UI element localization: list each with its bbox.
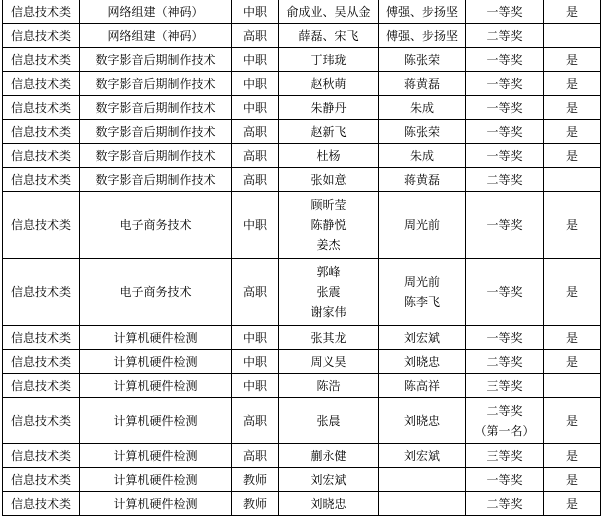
teacher-cell-line: 周光前 [403,218,440,232]
group-cell: 中职 [232,192,279,259]
award-cell [466,144,544,168]
award-cell-line: 一等奖 [486,285,523,299]
award-cell [466,96,544,120]
table-row [3,24,601,48]
student-cell-line: 张晨 [316,413,341,428]
category-cell: 信息技术类 [3,259,80,326]
teacher-cell [379,374,466,398]
student-cell [279,72,379,96]
award-cell [466,326,544,350]
group-cell: 中职 [232,350,279,374]
table-row [3,398,601,444]
student-cell-line: 刘宏斌 [310,472,347,487]
event-cell: 计算机硬件检测 [80,492,232,516]
category-cell: 信息技术类 [3,48,80,72]
teacher-cell-line: 陈李飞 [403,295,440,309]
event-cell: 计算机硬件检测 [80,444,232,468]
award-cell-line: 一等奖 [486,52,523,67]
group-cell: 高职 [232,120,279,144]
table-row [3,492,601,516]
award-cell [466,48,544,72]
mark-cell: 是 [544,192,601,259]
category-cell: 信息技术类 [3,24,80,48]
category-cell: 信息技术类 [3,120,80,144]
table-row [3,326,601,350]
mark-cell: 是 [544,444,601,468]
teacher-cell [379,444,466,468]
student-cell-line: 杜杨 [316,148,341,163]
mark-cell: 是 [544,350,601,374]
table-row [3,96,601,120]
event-cell: 计算机硬件检测 [80,374,232,398]
teacher-cell-line: 傅强、步扬坚 [385,4,458,19]
teacher-cell [379,144,466,168]
student-cell [279,374,379,398]
teacher-cell [379,468,466,492]
award-cell-line: 一等奖 [486,76,523,91]
group-cell: 高职 [232,168,279,192]
teacher-cell-line: 刘晓忠 [403,413,440,428]
award-cell-line: （第一名） [474,423,535,438]
student-cell [279,444,379,468]
teacher-cell [379,192,466,259]
group-cell: 高职 [232,444,279,468]
category-cell: 信息技术类 [3,492,80,516]
group-cell: 高职 [232,259,279,326]
student-cell [279,0,379,24]
mark-cell [544,24,601,48]
award-cell-line: 三等奖 [486,448,523,463]
category-cell: 信息技术类 [3,0,80,24]
teacher-cell [379,259,466,326]
event-cell: 网络组建（神码） [80,0,232,24]
event-cell: 数字影音后期制作技术 [80,168,232,192]
student-cell [279,144,379,168]
event-cell: 计算机硬件检测 [80,468,232,492]
event-cell: 电子商务技术 [80,192,232,259]
table-row [3,72,601,96]
award-cell-line: 二等奖 [486,354,523,369]
student-cell-line: 周义昊 [310,354,347,369]
award-cell [466,398,544,444]
teacher-cell-line: 傅强、步扬坚 [385,28,458,43]
student-cell-line: 陈静悦 [310,218,347,232]
student-cell [279,120,379,144]
student-cell-line: 丁玮珑 [310,52,347,67]
category-cell: 信息技术类 [3,326,80,350]
awards-table [2,0,601,516]
award-cell [466,120,544,144]
category-cell: 信息技术类 [3,444,80,468]
award-cell-line: 一等奖 [486,330,523,345]
award-cell-line: 二等奖 [486,28,523,43]
award-cell-line: 二等奖 [486,496,523,511]
table-row [3,168,601,192]
category-cell: 信息技术类 [3,144,80,168]
student-cell [279,492,379,516]
category-cell: 信息技术类 [3,374,80,398]
student-cell [279,24,379,48]
table-row [3,468,601,492]
student-cell-line: 俞成业、吴从金 [286,4,371,19]
mark-cell [544,374,601,398]
award-cell [466,24,544,48]
student-cell-line: 赵新飞 [310,124,347,139]
award-cell-line: 二等奖 [486,172,523,187]
event-cell: 数字影音后期制作技术 [80,144,232,168]
mark-cell: 是 [544,326,601,350]
student-cell [279,259,379,326]
teacher-cell [379,350,466,374]
mark-cell: 是 [544,492,601,516]
student-cell [279,192,379,259]
table-row [3,48,601,72]
event-cell: 计算机硬件检测 [80,398,232,444]
teacher-cell [379,398,466,444]
teacher-cell-line: 蒋黄磊 [403,172,440,187]
group-cell: 中职 [232,326,279,350]
mark-cell: 是 [544,48,601,72]
award-cell-line: 一等奖 [486,124,523,139]
group-cell: 中职 [232,48,279,72]
award-cell [466,444,544,468]
table-row [3,444,601,468]
award-cell-line: 一等奖 [486,218,523,232]
mark-cell [544,168,601,192]
student-cell-line: 郭峰 [316,265,341,279]
teacher-cell-line: 周光前 [403,275,440,289]
event-cell: 网络组建（神码） [80,24,232,48]
teacher-cell-line: 陈张荣 [403,124,440,139]
award-cell-line: 一等奖 [486,4,523,19]
table-row [3,350,601,374]
teacher-cell [379,168,466,192]
mark-cell: 是 [544,120,601,144]
category-cell: 信息技术类 [3,468,80,492]
event-cell: 电子商务技术 [80,259,232,326]
mark-cell: 是 [544,259,601,326]
mark-cell: 是 [544,144,601,168]
teacher-cell-line: 陈高祥 [403,378,440,393]
award-cell-line: 一等奖 [486,100,523,115]
student-cell [279,168,379,192]
table-row [3,144,601,168]
award-cell [466,168,544,192]
student-cell-line: 姜杰 [316,238,341,252]
awards-table-body [3,0,601,516]
award-cell [466,374,544,398]
teacher-cell [379,96,466,120]
award-cell-line: 三等奖 [486,378,523,393]
group-cell: 高职 [232,144,279,168]
student-cell-line: 顾昕莹 [310,198,347,212]
group-cell: 中职 [232,374,279,398]
student-cell-line: 陈浩 [316,378,341,393]
award-cell-line: 一等奖 [486,472,523,487]
mark-cell: 是 [544,72,601,96]
student-cell-line: 朱静丹 [310,100,347,115]
event-cell: 数字影音后期制作技术 [80,48,232,72]
teacher-cell-line: 朱成 [409,148,434,163]
teacher-cell-line: 刘宏斌 [403,330,440,345]
student-cell-line: 谢家伟 [310,305,347,319]
event-cell: 数字影音后期制作技术 [80,96,232,120]
award-cell [466,468,544,492]
student-cell-line: 刘晓忠 [310,496,347,511]
student-cell-line: 薛磊、宋飞 [298,28,359,43]
teacher-cell [379,48,466,72]
table-row [3,192,601,259]
event-cell: 数字影音后期制作技术 [80,72,232,96]
teacher-cell-line: 朱成 [409,100,434,115]
award-cell-line: 一等奖 [486,148,523,163]
table-row [3,0,601,24]
teacher-cell-line: 刘宏斌 [403,448,440,463]
teacher-cell [379,492,466,516]
student-cell-line: 蒯永健 [310,448,347,463]
event-cell: 计算机硬件检测 [80,326,232,350]
table-row [3,120,601,144]
category-cell: 信息技术类 [3,168,80,192]
event-cell: 数字影音后期制作技术 [80,120,232,144]
category-cell: 信息技术类 [3,350,80,374]
teacher-cell-line: 刘晓忠 [403,354,440,369]
student-cell-line: 张震 [316,285,341,299]
award-cell [466,192,544,259]
table-row [3,259,601,326]
mark-cell: 是 [544,468,601,492]
student-cell-line: 张其龙 [310,330,347,345]
group-cell: 高职 [232,398,279,444]
student-cell [279,96,379,120]
group-cell: 教师 [232,492,279,516]
category-cell: 信息技术类 [3,72,80,96]
group-cell: 高职 [232,24,279,48]
group-cell: 教师 [232,468,279,492]
teacher-cell [379,120,466,144]
teacher-cell [379,72,466,96]
student-cell [279,398,379,444]
group-cell: 中职 [232,0,279,24]
award-cell [466,350,544,374]
award-cell [466,492,544,516]
student-cell [279,48,379,72]
teacher-cell-line: 陈张荣 [403,52,440,67]
student-cell [279,350,379,374]
category-cell: 信息技术类 [3,398,80,444]
mark-cell: 是 [544,398,601,444]
student-cell [279,326,379,350]
group-cell: 中职 [232,72,279,96]
event-cell: 计算机硬件检测 [80,350,232,374]
award-cell-line: 二等奖 [486,403,523,418]
student-cell-line: 赵秋萌 [310,76,347,91]
teacher-cell [379,326,466,350]
mark-cell: 是 [544,0,601,24]
category-cell: 信息技术类 [3,192,80,259]
student-cell [279,468,379,492]
teacher-cell [379,0,466,24]
award-cell [466,259,544,326]
teacher-cell [379,24,466,48]
student-cell-line: 张如意 [310,172,347,187]
mark-cell: 是 [544,96,601,120]
teacher-cell-line: 蒋黄磊 [403,76,440,91]
award-cell [466,0,544,24]
category-cell: 信息技术类 [3,96,80,120]
award-cell [466,72,544,96]
table-row [3,374,601,398]
group-cell: 中职 [232,96,279,120]
